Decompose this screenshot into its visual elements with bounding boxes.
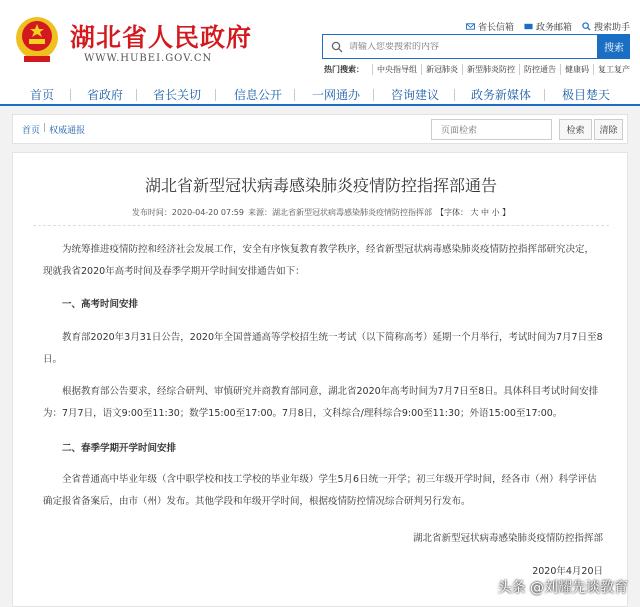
paragraph: 全省普通高中毕业年级（含中职学校和技工学校的毕业年级）学生5月6日统一开学；初三年级开学时间，经各市（州）科学评估确定报省备案后，由市（州）发布。其他学段和年级开学时间，根据疫情防控情况综合研判另行发布。 [43,474,597,507]
nav-province-gov[interactable]: 省政府 [87,88,124,102]
nav-divider [70,89,71,101]
site-search-box [322,34,598,59]
page-search-input[interactable] [431,119,552,140]
nav-home[interactable]: 首页 [30,88,55,102]
font-size-label: 【字体： 大 中 小 】 [435,208,511,217]
article-title: 湖北省新型冠状病毒感染肺炎疫情防控指挥部通告 [144,176,497,195]
nav-one-network[interactable]: 一网通办 [312,88,361,102]
nav-divider [215,89,216,101]
governor-mailbox-link[interactable]: 省长信箱 [466,20,514,33]
hot-search-item[interactable]: 新型肺炎防控 [462,64,519,75]
nav-divider [136,89,137,101]
hot-search-item[interactable]: 中央指导组 [372,64,421,75]
site-search-input[interactable] [349,42,579,52]
font-size-large[interactable]: 大 [470,208,479,217]
site-domain: WWW.HUBEI.GOV.CN [84,53,213,64]
article-meta [13,207,629,218]
site-header [0,0,640,84]
hot-search-label: 热门搜索： [324,65,364,74]
page-search-button[interactable]: 检索 [559,119,592,140]
breadcrumb-home[interactable]: 首页 [22,126,41,136]
sign-date: 2020年4月20日 [532,566,603,577]
article-source: 来源：湖北省新型冠状病毒感染肺炎疫情防控指挥部 [247,208,432,217]
hot-search-item[interactable]: 健康码 [560,64,593,75]
envelope-icon [524,22,533,31]
search-icon [582,22,591,31]
nav-jimu[interactable]: 极目楚天 [562,88,611,102]
section-heading: 一、高考时间安排 [62,299,139,310]
hot-search-item[interactable]: 防控通告 [519,64,560,75]
hot-search-item[interactable]: 新冠肺炎 [421,64,462,75]
watermark: 头条 @刘耀先谈教育 [497,580,628,596]
font-size-medium[interactable]: 中 [481,208,490,217]
nav-governor-concerns[interactable]: 省长关切 [153,88,202,102]
mail-icon [466,22,475,31]
paragraph: 根据教育部公告要求，经综合研判、审慎研究并商教育部同意，湖北省2020年高考时间为7月7日至8日。具体科目考试时间安排为：7月7日，语文9:00至11:30；数学15:00至17:00。7月8日，文科综合/理科综合9:00至11:30；外语15:00至17:00。 [43,386,599,419]
nav-new-media[interactable]: 政务新媒体 [471,88,532,102]
hot-search [324,64,634,75]
article [12,152,628,607]
main-nav [0,84,640,106]
nav-consult[interactable]: 咨询建议 [391,88,440,102]
meta-divider [33,225,609,226]
search-assistant-link[interactable]: 搜索助手 [582,20,630,33]
paragraph: 教育部2020年3月31日公告，2020年全国普通高等学校招生统一考试（以下简称高考）延期一个月举行，考试时间为7月7日至8日。 [43,332,603,365]
intro-paragraph: 为统筹推进疫情防控和经济社会发展工作，安全有序恢复教育教学秩序，经省新型冠状病毒感染肺炎疫情防控指挥部研究决定，现就我省2020年高考时间及春季学期开学时间安排通告如下： [43,244,595,277]
nav-divider [294,89,295,101]
hot-search-item[interactable]: 复工复产 [593,64,634,75]
signature: 湖北省新型冠状病毒感染肺炎疫情防控指挥部 [412,533,603,544]
gov-mail-link[interactable]: 政务邮箱 [524,20,572,33]
publish-time: 发布时间：2020-04-20 07:59 [131,208,244,217]
national-emblem-icon [12,14,62,66]
search-icon [331,41,343,53]
breadcrumb-separator: | [43,123,47,133]
site-search-button[interactable]: 搜索 [598,34,630,59]
top-links [466,20,630,33]
font-size-small[interactable]: 小 [491,208,500,217]
breadcrumb [22,123,85,136]
section-heading: 二、春季学期开学时间安排 [62,443,177,454]
nav-divider [373,89,374,101]
page-clear-button[interactable]: 清除 [594,119,623,140]
site-title[interactable]: 湖北省人民政府 [70,23,253,52]
nav-divider [544,89,545,101]
breadcrumb-bar [12,114,628,144]
breadcrumb-current[interactable]: 权威通报 [49,126,86,136]
nav-info-disclosure[interactable]: 信息公开 [234,88,283,102]
nav-divider [454,89,455,101]
